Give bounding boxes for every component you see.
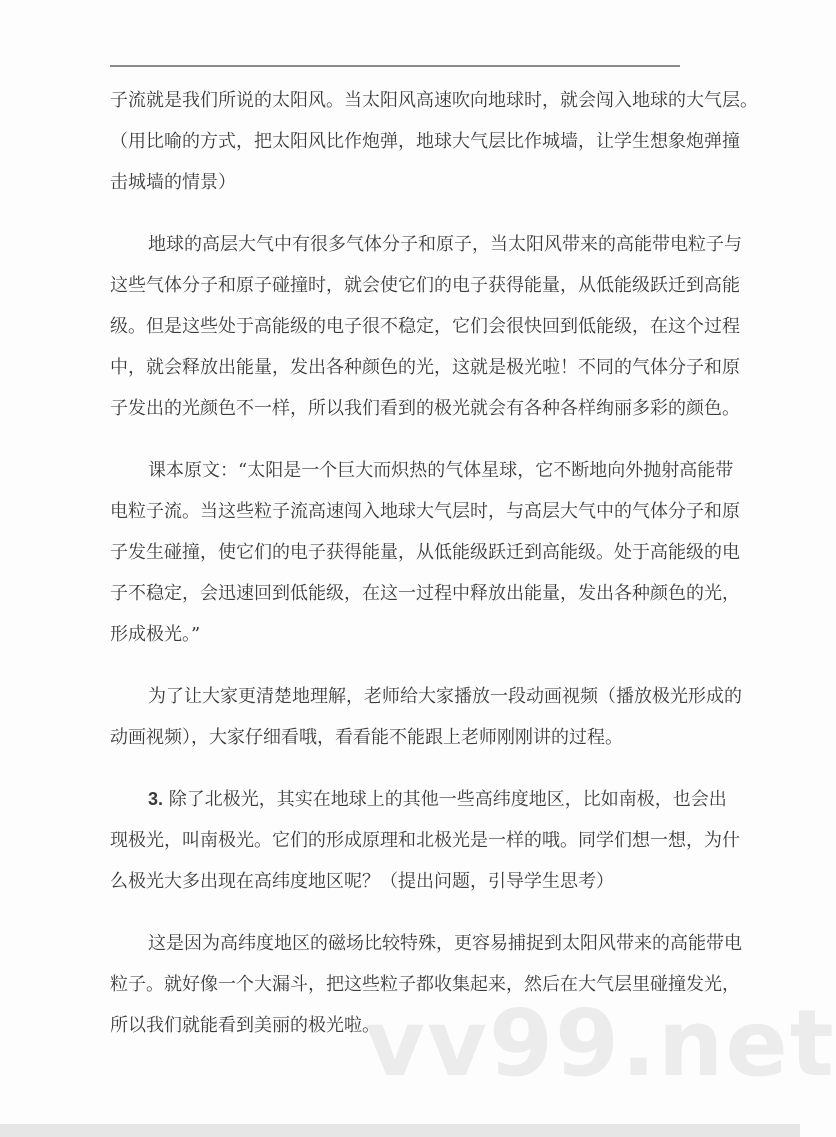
text-line: 级。但是这些处于高能级的电子很不稳定，它们会很快回到低能级，在这个过程: [110, 316, 740, 337]
text-line: 为了让大家更清楚地理解，老师给大家播放一段动画视频（播放极光形成的: [148, 686, 742, 707]
paragraph: [110, 450, 740, 655]
text-line: 击城墙的情景）: [110, 172, 236, 193]
text-line: 粒子。就好像一个大漏斗，把这些粒子都收集起来，然后在大气层里碰撞发光，: [110, 974, 740, 995]
line-text: 除了北极光，其实在地球上的其他一些高纬度地区，比如南极，也会出: [163, 789, 727, 810]
paragraph: [110, 779, 740, 902]
watermark: vv99.net: [365, 990, 836, 1097]
text-line: 子流就是我们所说的太阳风。当太阳风高速吹向地球时，就会闯入地球的大气层。: [110, 90, 758, 111]
text-line: 形成极光。”: [110, 624, 201, 645]
text-line: 地球的高层大气中有很多气体分子和原子，当太阳风带来的高能带电粒子与: [148, 234, 742, 255]
text-line: （用比喻的方式，把太阳风比作炮弹，地球大气层比作城墙，让学生想象炮弹撞: [110, 131, 740, 152]
page-bottom-edge: [0, 1124, 800, 1137]
text-line: 子不稳定，会迅速回到低能级，在这一过程中释放出能量，发出各种颜色的光，: [110, 583, 740, 604]
text-line: 课本原文：“太阳是一个巨大而炽热的气体星球，它不断地向外抛射高能带: [148, 460, 734, 481]
text-line: 中，就会释放出能量，发出各种颜色的光，这就是极光啦！不同的气体分子和原: [110, 357, 740, 378]
text-line: 这是因为高纬度地区的磁场比较特殊，更容易捕捉到太阳风带来的高能带电: [148, 933, 742, 954]
text-line: [110, 779, 727, 820]
paragraph: [110, 80, 758, 203]
text-line: 这些气体分子和原子碰撞时，就会使它们的电子获得能量，从低能级跃迁到高能: [110, 275, 740, 296]
header-rule: [110, 65, 680, 67]
text-line: 所以我们就能看到美丽的极光啦。: [110, 1015, 380, 1036]
text-line: 子发出的光颜色不一样，所以我们看到的极光就会有各种各样绚丽多彩的颜色。: [110, 398, 740, 419]
text-line: 子发生碰撞，使它们的电子获得能量，从低能级跃迁到高能级。处于高能级的电: [110, 542, 740, 563]
item-number: 3.: [148, 789, 164, 809]
text-line: 么极光大多出现在高纬度地区呢？（提出问题，引导学生思考）: [110, 871, 614, 892]
text-line: 电粒子流。当这些粒子流高速闯入地球大气层时，与高层大气中的气体分子和原: [110, 501, 740, 522]
paragraph: [110, 676, 742, 758]
text-line: 动画视频），大家仔细看哦，看看能不能跟上老师刚刚讲的过程。: [110, 727, 623, 748]
text-line: 现极光，叫南极光。它们的形成原理和北极光是一样的哦。同学们想一想，为什: [110, 830, 740, 851]
paragraph: [110, 224, 742, 429]
